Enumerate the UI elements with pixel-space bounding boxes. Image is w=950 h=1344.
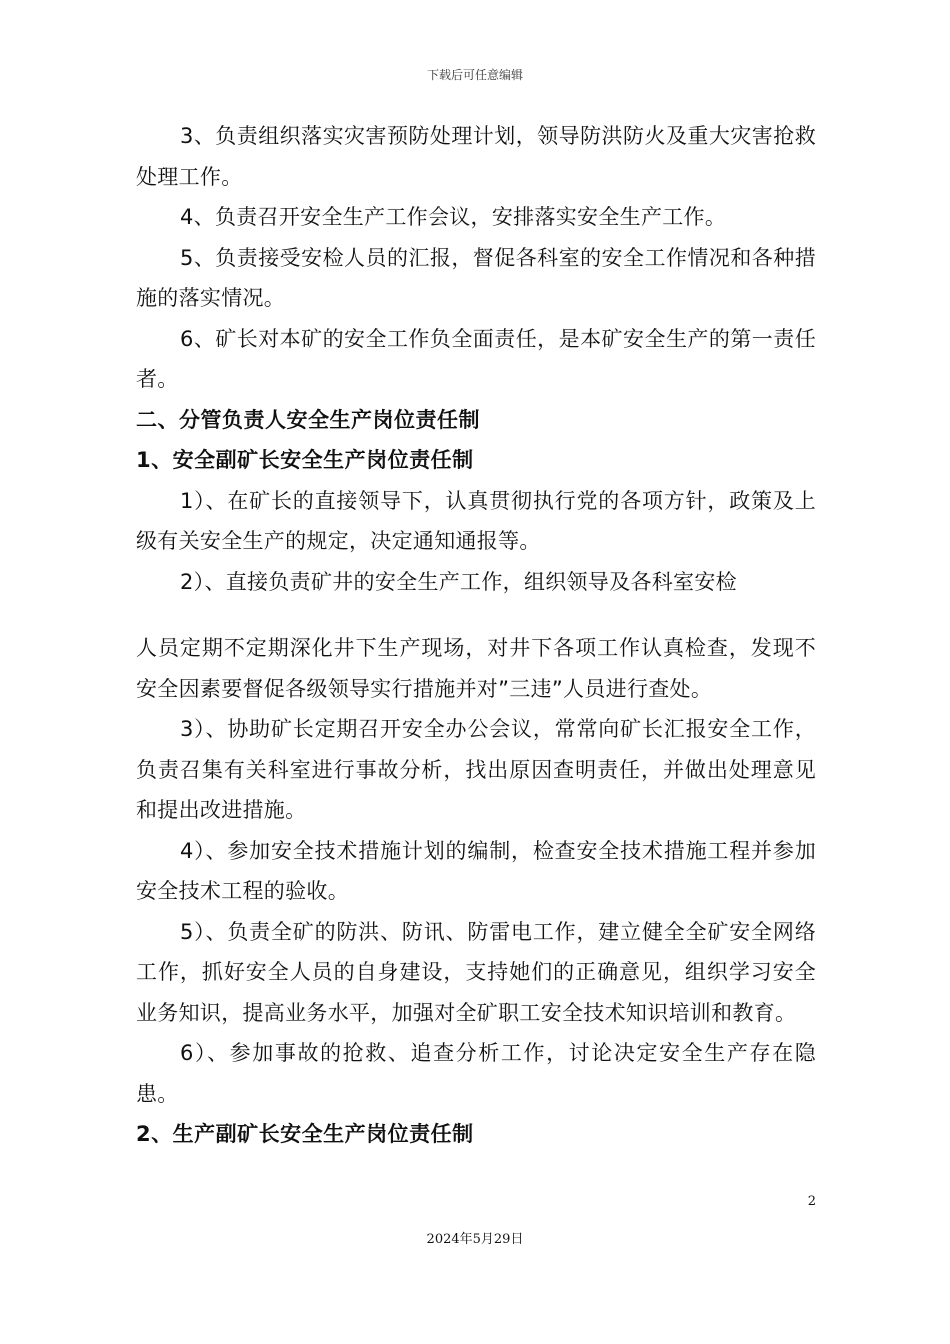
clause-3: 3）、协助矿长定期召开安全办公会议，常常向矿长汇报安全工作，负责召集有关科室进行事故分析，找出原因查明责任，并做出处理意见和提出改进措施。 <box>136 717 816 822</box>
clause-1: 1）、在矿长的直接领导下，认真贯彻执行党的各项方针，政策及上级有关安全生产的规定，决定通知通报等。 <box>136 488 816 553</box>
page-header: 下载后可任意编辑 <box>426 68 523 82</box>
paragraph-item-3: 3、负责组织落实灾害预防处理计划，领导防洪防火及重大灾害抢救处理工作。 <box>136 124 816 189</box>
section-heading-2: 二、分管负责人安全生产岗位责任制 <box>136 407 480 432</box>
clause-2: 2）、直接负责矿井的安全生产工作，组织领导及各科室安检 <box>180 569 737 594</box>
paragraph-item-6: 6、矿长对本矿的安全工作负全面责任，是本矿安全生产的第一责任者。 <box>136 326 816 391</box>
clause-4: 4）、参加安全技术措施计划的编制，检查安全技术措施工程并参加安全技术工程的验收。 <box>136 838 816 903</box>
document-body <box>136 116 816 1155</box>
page-number: 2 <box>807 1194 816 1209</box>
clause-2-continuation: 人员定期不定期深化井下生产现场，对井下各项工作认真检查，发现不安全因素要督促各级领导实行措施并对”三违”人员进行查处。 <box>136 636 816 701</box>
clause-5: 5）、负责全矿的防洪、防讯、防雷电工作，建立健全全矿安全网络工作，抓好安全人员的自身建设，支持她们的正确意见，组织学习安全业务知识，提高业务水平，加强对全矿职工安全技术知识培训和教育。 <box>136 919 816 1025</box>
subsection-heading-2: 2、生产副矿长安全生产岗位责任制 <box>136 1122 474 1146</box>
clause-6: 6）、参加事故的抢救、追查分析工作，讨论决定安全生产存在隐患。 <box>136 1041 816 1106</box>
paragraph-item-5: 5、负责接受安检人员的汇报，督促各科室的安全工作情况和各种措施的落实情况。 <box>136 245 816 310</box>
subsection-heading-1: 1、安全副矿长安全生产岗位责任制 <box>136 448 474 472</box>
page-footer-date: 2024年5月29日 <box>426 1232 524 1247</box>
paragraph-item-4: 4、负责召开安全生产工作会议，安排落实安全生产工作。 <box>180 205 727 229</box>
